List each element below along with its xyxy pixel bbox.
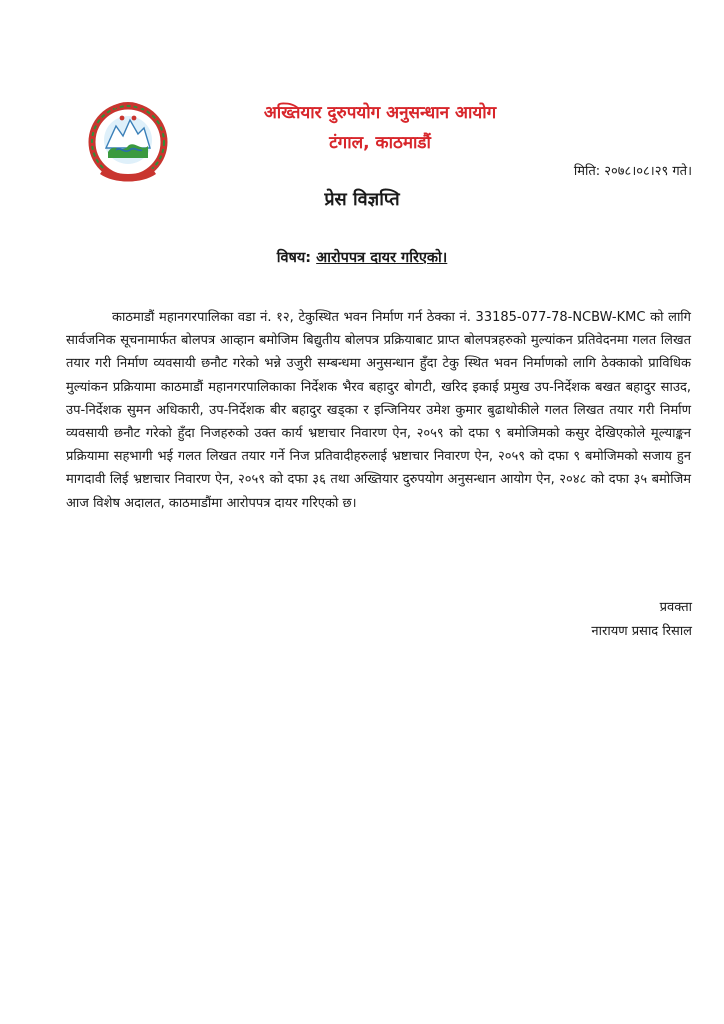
signature-name: नारायण प्रसाद रिसाल — [591, 624, 692, 639]
signature-block — [591, 596, 692, 644]
subject-label: विषय: — [276, 250, 312, 266]
nepal-emblem-icon — [86, 96, 170, 184]
organization-location: टंगाल, काठमाडौं — [329, 133, 431, 153]
date-line: मिति: २०७८।०८।२९ गते। — [573, 164, 692, 179]
subject-line — [0, 246, 724, 270]
signature-role: प्रवक्ता — [659, 600, 692, 615]
body-paragraph: काठमाडौं महानगरपालिका वडा नं. १२, टेकुस्थित भवन निर्माण गर्न ठेक्का नं. 33185-077-78-NCBW-KMC को लागि सार्वजनिक सूचनामार्फत बोलपत्र आव्हान बमोजिम बिद्युतीय बोलपत्र प्रक्रियाबाट प्राप्त बोलपत्रहरुको मुल्यांकन प्रतिवेदनमा गलत लिखत तयार गरी निर्माण व्यवसायी छनौट गरेको भन्ने उजुरी सम्बन्धमा अनुसन्धान हुँदा टेकु स्थित भवन निर्माणको लागि ठेक्काको प्राविधिक मुल्यांकन प्रक्रियामा काठमाडौं महानगरपालिकाका निर्देशक भैरव बहादुर बोगटी, खरिद इकाई प्रमुख उप-निर्देशक बखत बहादुर साउद, उप-निर्देशक सुमन अधिकारी, उप-निर्देशक बीर बहादुर खड्का र इन्जिनियर उमेश कुमार बुढाथोकीले गलत लिखत तयार गरी निर्माण व्यवसायी छनौट गरेको हुँदा निजहरुको उक्त कार्य भ्रष्टाचार निवारण ऐन, २०५९ को दफा ९ बमोजिमको कसुर देखिएकोले मूल्याङ्कन प्रक्रियामा सहभागी भई गलत लिखत तयार गर्ने निज प्रतिवादीहरुलाई भ्रष्टाचार निवारण ऐन, २०५९ को दफा ९ बमोजिमको सजाय हुन मागदावी लिई भ्रष्टाचार निवारण ऐन, २०५९ को दफा ३६ तथा अख्तियार दुरुपयोग अनुसन्धान आयोग ऐन, २०४८ को दफा ३५ बमोजिम आज विशेष अदालत, काठमाडौंमा आरोपपत्र दायर गरिएको छ। — [66, 310, 691, 511]
subject-value: आरोपपत्र दायर गरिएको। — [316, 250, 448, 266]
organization-name: अख्तियार दुरुपयोग अनुसन्धान आयोग — [263, 103, 497, 123]
document-title: प्रेस विज्ञप्ति — [324, 189, 400, 210]
emblem-icon — [86, 96, 170, 184]
